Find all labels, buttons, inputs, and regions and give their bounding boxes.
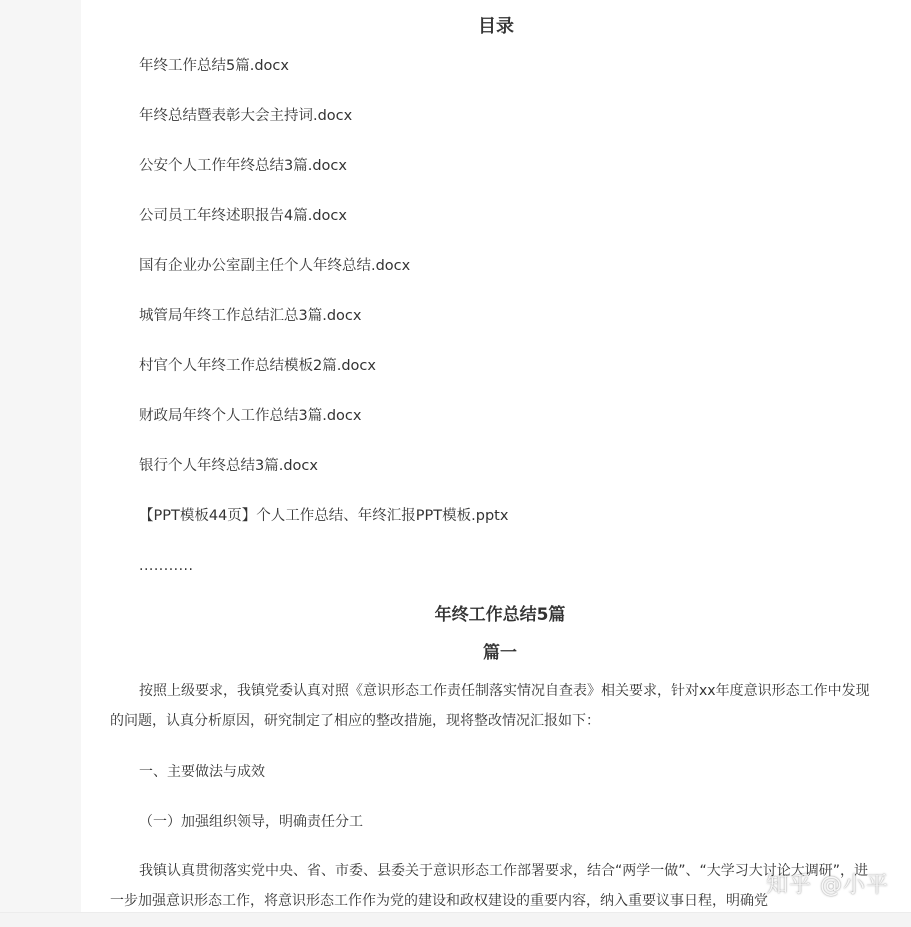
document-page: [81, 0, 911, 912]
body-paragraph: 按照上级要求，我镇党委认真对照《意识形态工作责任制落实情况自查表》相关要求，针对xx年度意识形态工作中发现的问题，认真分析原因，研究制定了相应的整改措施，现将整改情况汇报如下：: [110, 683, 870, 729]
toc-item: 银行个人年终总结3篇.docx: [139, 458, 318, 474]
toc-item: 国有企业办公室副主任个人年终总结.docx: [139, 258, 411, 274]
toc-item: 年终工作总结5篇.docx: [139, 58, 289, 74]
body-heading: 一、主要做法与成效: [139, 764, 265, 780]
section-title: 年终工作总结5篇: [434, 605, 566, 625]
toc-item: 【PPT模板44页】个人工作总结、年终汇报PPT模板.pptx: [139, 508, 509, 524]
toc-item: 财政局年终个人工作总结3篇.docx: [139, 408, 362, 424]
toc-item: 村官个人年终工作总结模板2篇.docx: [139, 358, 376, 374]
toc-item: 公司员工年终述职报告4篇.docx: [139, 208, 347, 224]
toc-list: [139, 54, 508, 604]
toc-ellipsis: ...........: [139, 558, 194, 574]
horizontal-scrollbar-track[interactable]: [0, 912, 911, 927]
left-gutter: [0, 0, 81, 926]
toc-item: 公安个人工作年终总结3篇.docx: [139, 158, 347, 174]
body-subheading: （一）加强组织领导，明确责任分工: [139, 814, 363, 830]
body-paragraph: 我镇认真贯彻落实党中央、省、市委、县委关于意识形态工作部署要求，结合“两学一做”、“大学习大讨论大调研”，进一步加强意识形态工作，将意识形态工作作为党的建设和政权建设的重要内容，纳入重要议事日程，明确党: [110, 863, 869, 909]
toc-item: 城管局年终工作总结汇总3篇.docx: [139, 308, 362, 324]
toc-title: 目录: [478, 16, 514, 37]
watermark: 知乎 @小平: [766, 873, 889, 898]
section-subtitle: 篇一: [483, 643, 517, 663]
toc-item: 年终总结暨表彰大会主持词.docx: [139, 108, 353, 124]
